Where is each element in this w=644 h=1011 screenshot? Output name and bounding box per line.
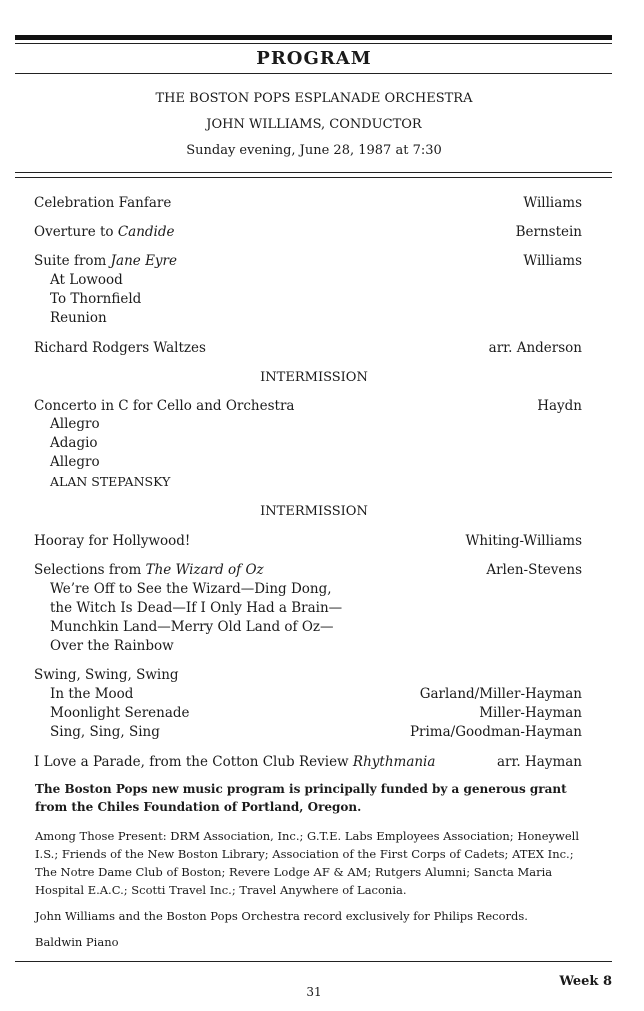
medley-line: We’re Off to See the Wizard—Ding Dong, — [50, 581, 332, 597]
intermission: INTERMISSION — [260, 370, 368, 385]
piece-title: I Love a Parade, from the Cotton Club Review Rhythmania — [34, 754, 436, 770]
page-title: PROGRAM — [256, 48, 372, 69]
piece-title: Hooray for Hollywood! — [34, 533, 191, 549]
movement: Allegro — [50, 454, 100, 470]
top-thick-rule — [15, 35, 612, 40]
title-rule — [15, 73, 612, 74]
composer: Arlen-Stevens — [486, 562, 582, 578]
composer: Haydn — [537, 398, 582, 414]
composer: Prima/Goodman-Hayman — [409, 724, 582, 740]
medley-line: Over the Rainbow — [50, 638, 174, 654]
piece-title: Selections from The Wizard of Oz — [34, 562, 264, 578]
intermission: INTERMISSION — [260, 504, 368, 519]
piece-title: Overture to Candide — [34, 224, 175, 240]
movement: Allegro — [50, 416, 100, 432]
piano-note: Baldwin Piano — [35, 935, 119, 949]
piece-title: Richard Rodgers Waltzes — [34, 340, 206, 356]
composer: Garland/Miller-Hayman — [419, 686, 582, 702]
movement: To Thornfield — [50, 291, 142, 307]
records-note: John Williams and the Boston Pops Orchestra record exclusively for Philips Records. — [35, 909, 528, 923]
piece-title: Swing, Swing, Swing — [34, 667, 179, 683]
piece-title: Concerto in C for Cello and Orchestra — [34, 398, 295, 414]
movement: Reunion — [50, 310, 107, 326]
orchestra-name: THE BOSTON POPS ESPLANADE ORCHESTRA — [155, 91, 473, 106]
medley-line: the Witch Is Dead—If I Only Had a Brain— — [50, 600, 343, 616]
movement: Adagio — [50, 435, 98, 451]
composer: arr. Hayman — [496, 754, 582, 770]
composer: Williams — [523, 253, 582, 269]
composer: Williams — [523, 195, 582, 211]
composer: Whiting-Williams — [465, 533, 582, 549]
concert-date: Sunday evening, June 28, 1987 at 7:30 — [186, 143, 442, 158]
medley-item: Sing, Sing, Sing — [50, 724, 160, 740]
footer-rule — [15, 961, 612, 962]
medley-item: In the Mood — [50, 686, 134, 702]
piece-title: Celebration Fanfare — [34, 195, 172, 211]
composer: Miller-Hayman — [479, 705, 582, 721]
piece-title: Suite from Jane Eyre — [34, 253, 178, 269]
page-number: 31 — [306, 985, 322, 999]
conductor-line: JOHN WILLIAMS, CONDUCTOR — [206, 117, 422, 132]
funding-note: The Boston Pops new music program is principally funded by a generous grant from the Chiles Foundation of Portland, Oregon. — [35, 782, 567, 814]
movement: At Lowood — [50, 272, 123, 288]
header-bottom-rule — [15, 172, 612, 173]
medley-item: Moonlight Serenade — [50, 705, 190, 721]
medley-line: Munchkin Land—Merry Old Land of Oz— — [50, 619, 334, 635]
week-label: Week 8 — [559, 974, 612, 989]
composer: Bernstein — [515, 224, 582, 240]
soloist: ALAN STEPANSKY — [50, 474, 171, 489]
among-those-present: Among Those Present: DRM Association, Inc.; G.T.E. Labs Employees Association; Honeywell I.S.; Friends of the New Boston Library; Association of the First Corps of Cadets; ATEX Inc.; The Notre Dame Club of Boston; Revere Lodge AF & AM; Rutgers Alumni; Sancta Maria Hospital E.A.C.; Scotti Travel Inc.; Travel Anywhere of Laconia. — [35, 829, 580, 897]
composer: arr. Anderson — [488, 340, 582, 356]
header-bottom-rule-2 — [15, 177, 612, 178]
top-thin-rule — [15, 43, 612, 44]
